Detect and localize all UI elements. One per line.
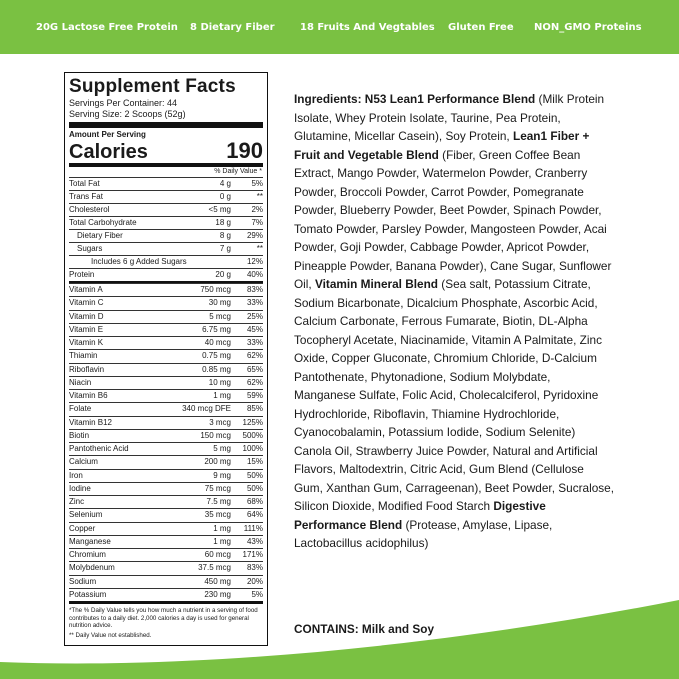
nutrient-dv: 40% xyxy=(237,269,263,283)
nutrient-dv: 111% xyxy=(237,522,263,535)
nutrient-amount: 18 g xyxy=(165,217,237,230)
nutrient-row xyxy=(69,243,263,256)
nutrient-row xyxy=(69,350,263,363)
nutrient-name: Sugars xyxy=(69,243,165,256)
nutrient-name: Niacin xyxy=(69,376,165,389)
nutrient-dv: 33% xyxy=(237,337,263,350)
nutrient-dv: 45% xyxy=(237,323,263,336)
calories-value: 190 xyxy=(226,138,263,163)
nutrient-amount: 30 mg xyxy=(165,297,237,310)
nutrient-amount: 0.75 mg xyxy=(165,350,237,363)
nutrient-dv: 15% xyxy=(237,456,263,469)
nutrient-row xyxy=(69,403,263,416)
nutrient-amount: 6.75 mg xyxy=(165,323,237,336)
feature-non-gmo: NON_GMO Proteins xyxy=(534,21,642,33)
macro-table xyxy=(69,177,263,283)
nutrient-dv: 20% xyxy=(237,575,263,588)
nutrient-dv: 83% xyxy=(237,284,263,297)
nutrient-name: Vitamin E xyxy=(69,323,165,336)
nutrient-name: Vitamin C xyxy=(69,297,165,310)
nutrient-amount: 1 mg xyxy=(165,390,237,403)
nutrient-dv: ** xyxy=(237,243,263,256)
nutrient-row xyxy=(69,588,263,601)
nutrient-dv: 83% xyxy=(237,562,263,575)
nutrient-amount: 1 mg xyxy=(165,522,237,535)
nutrient-row xyxy=(69,230,263,243)
nutrient-dv: ** xyxy=(237,191,263,204)
nutrient-name: Vitamin B12 xyxy=(69,416,165,429)
blend-1-name: N53 Lean1 Performance Blend xyxy=(364,92,536,106)
nutrient-amount: 5 mg xyxy=(165,443,237,456)
nutrient-name: Vitamin K xyxy=(69,337,165,350)
nutrient-dv: 59% xyxy=(237,390,263,403)
nutrient-amount: 340 mcg DFE xyxy=(165,403,237,416)
nutrient-dv: 64% xyxy=(237,509,263,522)
nutrient-dv: 62% xyxy=(237,376,263,389)
blend-3-name: Vitamin Mineral Blend xyxy=(314,277,439,291)
allergen-contains: CONTAINS: Milk and Soy xyxy=(294,622,435,636)
nutrient-row xyxy=(69,535,263,548)
nutrient-dv: 5% xyxy=(237,588,263,601)
supplement-facts-panel xyxy=(64,72,268,646)
feature-protein: 20G Lactose Free Protein xyxy=(36,21,178,33)
daily-value-header: % Daily Value * xyxy=(69,166,263,177)
nutrient-row xyxy=(69,256,263,269)
nutrient-row xyxy=(69,562,263,575)
nutrient-amount: 200 mg xyxy=(165,456,237,469)
blend-2-name: Lean1 Fiber + Fruit and Vegetable Blend xyxy=(294,129,590,162)
nutrient-name: Vitamin D xyxy=(69,310,165,323)
nutrient-name: Chromium xyxy=(69,549,165,562)
nutrient-row xyxy=(69,390,263,403)
nutrient-amount: 75 mcg xyxy=(165,482,237,495)
nutrient-row xyxy=(69,469,263,482)
nutrient-row xyxy=(69,416,263,429)
nutrient-dv: 100% xyxy=(237,443,263,456)
nutrient-name: Biotin xyxy=(69,429,165,442)
blend-4-text: (Protease, Amylase, Lipase, Lactobacillus acidophilus) xyxy=(294,517,553,550)
nutrient-row xyxy=(69,522,263,535)
nutrient-row xyxy=(69,204,263,217)
facts-title: Supplement Facts xyxy=(69,76,236,97)
nutrient-dv: 33% xyxy=(237,297,263,310)
nutrient-name: Vitamin A xyxy=(69,284,165,297)
nutrient-amount: 7.5 mg xyxy=(165,496,237,509)
nutrient-dv: 43% xyxy=(237,535,263,548)
nutrient-dv: 85% xyxy=(237,403,263,416)
nutrient-name: Folate xyxy=(69,403,165,416)
ingredients-label: Ingredients: xyxy=(294,92,362,106)
servings-per-container: Servings Per Container: 44 xyxy=(69,98,178,108)
ingredients-text xyxy=(294,90,614,553)
nutrient-dv: 65% xyxy=(237,363,263,376)
nutrient-amount: 750 mcg xyxy=(165,284,237,297)
nutrient-dv: 7% xyxy=(237,217,263,230)
blend-3-text: (Sea salt, Potassium Citrate, Sodium Bicarbonate, Dicalcium Phosphate, Ascorbic Acid, Calcium Carbonate, Ferrous Fumarate, Biotin, DL-Alpha Tocopheryl Acetate, Niacinamide, Vitamin A Palmitate, Zinc Oxide, Copper Gluconate, Chromium Chloride, D-Calcium Pantothenate, Phytonadione, Sodium Molybdate, Manganese Sulfate, Folic Acid, Cholecalciferol, Pyridoxine Hydrochloride, Riboflavin, Thiamine Hydrochloride, Cyanocobalamin, Potassium Iodide, Sodium Selenite) Canola Oil, Strawberry Juice Powder, Natural and Artificial Flavors, Maltodextrin, Citric Acid, Gum Blend (Cellulose Gum, Xanthan Gum, Carrageenan), Beet Powder, Sucralose, Silicon Dioxide, Modified Food Starch xyxy=(294,277,614,513)
feature-fruits-vegetables: 18 Fruits And Vegtables xyxy=(300,21,435,33)
nutrient-name: Protein xyxy=(69,269,165,283)
nutrient-amount: 8 g xyxy=(165,230,237,243)
nutrient-dv: 25% xyxy=(237,310,263,323)
nutrient-row xyxy=(69,376,263,389)
feature-gluten-free: Gluten Free xyxy=(448,21,514,33)
nutrient-name: Vitamin B6 xyxy=(69,390,165,403)
nutrient-amount: 40 mcg xyxy=(165,337,237,350)
nutrient-name: Sodium xyxy=(69,575,165,588)
nutrient-name: Trans Fat xyxy=(69,191,165,204)
nutrient-name: Thiamin xyxy=(69,350,165,363)
nutrient-row xyxy=(69,575,263,588)
nutrient-name: Copper xyxy=(69,522,165,535)
calories-label: Calories xyxy=(69,141,148,163)
nutrient-row xyxy=(69,443,263,456)
nutrient-name: Total Fat xyxy=(69,178,165,191)
nutrient-amount: 10 mg xyxy=(165,376,237,389)
nutrient-amount: 20 g xyxy=(165,269,237,283)
vitamin-mineral-table xyxy=(69,283,263,601)
nutrient-row xyxy=(69,217,263,230)
nutrient-name: Molybdenum xyxy=(69,562,165,575)
nutrient-dv: 500% xyxy=(237,429,263,442)
nutrient-name: Dietary Fiber xyxy=(69,230,165,243)
nutrient-name: Pantothenic Acid xyxy=(69,443,165,456)
nutrient-name: Potassium xyxy=(69,588,165,601)
nutrient-amount: 5 mcg xyxy=(165,310,237,323)
nutrient-row xyxy=(69,269,263,283)
nutrient-dv: 12% xyxy=(237,256,263,269)
amount-per-serving: Amount Per Serving xyxy=(69,130,146,139)
serving-size: Serving Size: 2 Scoops (52g) xyxy=(69,109,186,119)
nutrient-row xyxy=(69,363,263,376)
facts-footnotes xyxy=(69,601,263,639)
blend-1-text: (Milk Protein Isolate, Whey Protein Isolate, Taurine, Pea Protein, Glutamine, Micellar Casein), Soy Protein, xyxy=(294,92,605,143)
nutrient-name: Zinc xyxy=(69,496,165,509)
nutrient-amount: 450 mg xyxy=(165,575,237,588)
nutrient-amount: 3 mcg xyxy=(165,416,237,429)
nutrient-amount: 0.85 mg xyxy=(165,363,237,376)
nutrient-dv: 50% xyxy=(237,482,263,495)
nutrient-amount: 0 g xyxy=(165,191,237,204)
nutrient-amount: 1 mg xyxy=(165,535,237,548)
nutrient-row xyxy=(69,337,263,350)
nutrient-amount: 9 mg xyxy=(165,469,237,482)
nutrient-name: Iron xyxy=(69,469,165,482)
nutrient-name: Manganese xyxy=(69,535,165,548)
nutrient-row xyxy=(69,482,263,495)
nutrient-dv: 2% xyxy=(237,204,263,217)
nutrient-name: Includes 6 g Added Sugars xyxy=(69,256,237,269)
nutrient-row xyxy=(69,549,263,562)
footnote-daily-value: *The % Daily Value tells you how much a nutrient in a serving of food contributes to a daily diet. 2,000 calories a day is used for general nutrition advice. xyxy=(69,607,258,630)
nutrient-name: Iodine xyxy=(69,482,165,495)
nutrient-row xyxy=(69,509,263,522)
calories-row xyxy=(69,140,263,163)
blend-4-name: Digestive Performance Blend xyxy=(294,499,546,532)
nutrient-row xyxy=(69,191,263,204)
nutrient-amount: 4 g xyxy=(165,178,237,191)
nutrient-name: Selenium xyxy=(69,509,165,522)
nutrient-row xyxy=(69,178,263,191)
nutrient-row xyxy=(69,456,263,469)
nutrient-name: Cholesterol xyxy=(69,204,165,217)
nutrient-name: Riboflavin xyxy=(69,363,165,376)
nutrient-dv: 5% xyxy=(237,178,263,191)
nutrient-row xyxy=(69,496,263,509)
nutrient-amount: 7 g xyxy=(165,243,237,256)
nutrient-amount: 35 mcg xyxy=(165,509,237,522)
feature-fiber: 8 Dietary Fiber xyxy=(190,21,275,33)
feature-banner xyxy=(0,0,679,54)
nutrient-amount: <5 mg xyxy=(165,204,237,217)
nutrient-row xyxy=(69,323,263,336)
nutrient-amount: 230 mg xyxy=(165,588,237,601)
nutrient-dv: 29% xyxy=(237,230,263,243)
nutrient-row xyxy=(69,297,263,310)
nutrient-dv: 50% xyxy=(237,469,263,482)
nutrient-amount: 37.5 mcg xyxy=(165,562,237,575)
nutrient-row xyxy=(69,284,263,297)
footnote-not-established: ** Daily Value not established. xyxy=(69,631,152,639)
nutrient-dv: 125% xyxy=(237,416,263,429)
nutrient-row xyxy=(69,310,263,323)
nutrient-name: Total Carbohydrate xyxy=(69,217,165,230)
nutrient-amount: 60 mcg xyxy=(165,549,237,562)
nutrient-amount: 150 mcg xyxy=(165,429,237,442)
nutrient-dv: 68% xyxy=(237,496,263,509)
nutrient-dv: 62% xyxy=(237,350,263,363)
nutrient-dv: 171% xyxy=(237,549,263,562)
nutrient-name: Calcium xyxy=(69,456,165,469)
nutrient-row xyxy=(69,429,263,442)
blend-2-text: (Fiber, Green Coffee Bean Extract, Mango Powder, Watermelon Powder, Cranberry Powder, Broccoli Powder, Carrot Powder, Pomegranate Powder, Blueberry Powder, Beet Powder, Spinach Powder, Tomato Powder, Parsley Powder, Mangosteen Powder, Acai Powder, Goji Powder, Cabbage Powder, Apricot Powder, Pineapple Powder, Banana Powder), Cane Sugar, Sunflower Oil, xyxy=(294,147,612,291)
